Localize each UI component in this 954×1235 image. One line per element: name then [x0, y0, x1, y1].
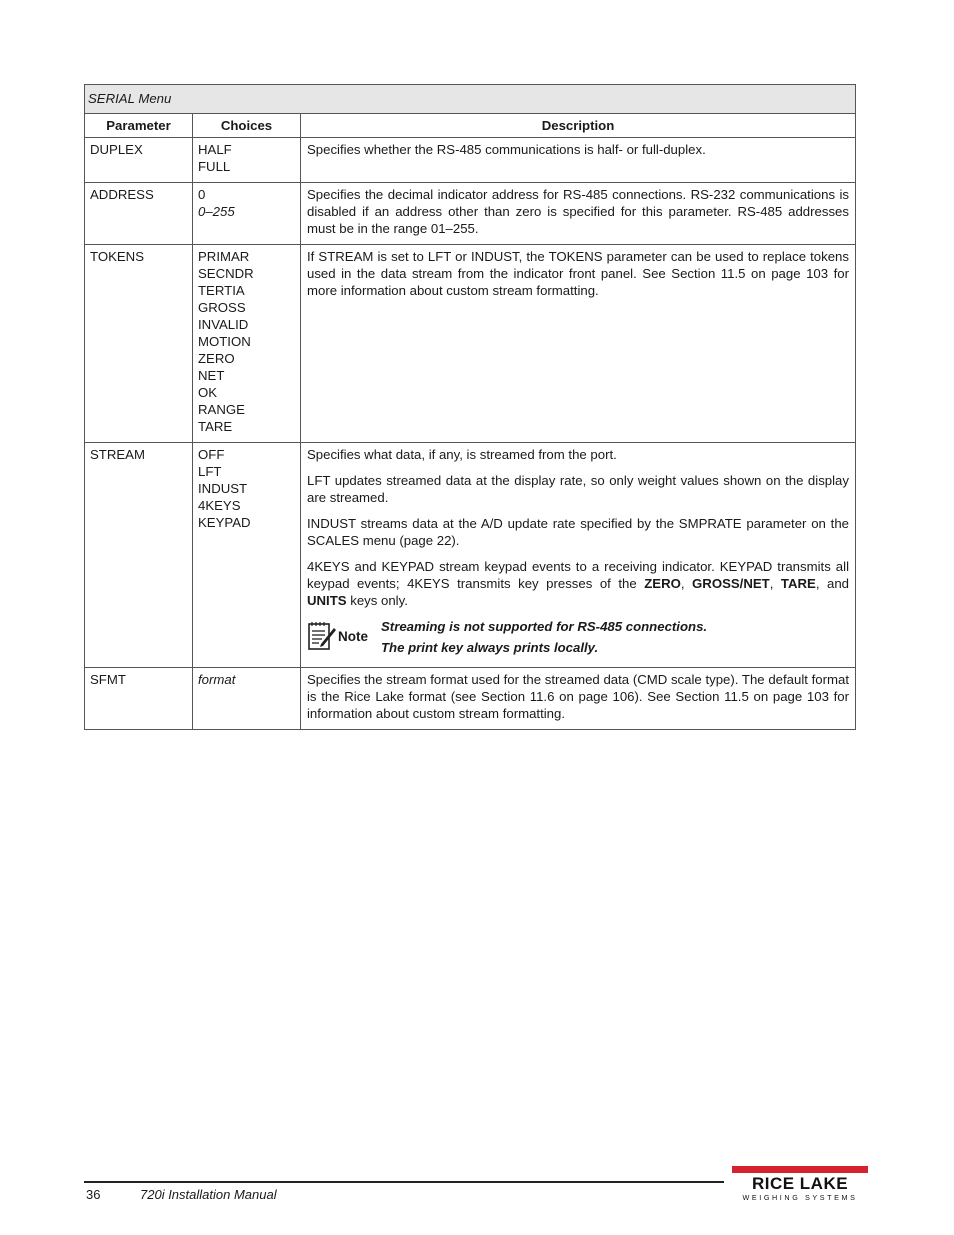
logo-red-bar: [732, 1166, 868, 1173]
description-cell: If STREAM is set to LFT or INDUST, the TOKENS parameter can be used to replace tokens used in the data stream from the indicator front panel. See Section 11.5 on page 103 for more information about custom stream formatting.: [301, 245, 856, 443]
parameter-cell: STREAM: [85, 443, 193, 668]
choice-item: TARE: [198, 419, 233, 434]
choice-item: 0–255: [198, 204, 235, 219]
p4-sep: , and: [815, 576, 850, 591]
choice-item: ZERO: [198, 351, 235, 366]
parameter-cell: TOKENS: [85, 245, 193, 443]
footer-rule: [84, 1181, 724, 1183]
choice-item: OK: [198, 385, 218, 400]
header-choices: Choices: [193, 114, 301, 138]
logo-tagline: WEIGHING SYSTEMS: [742, 1193, 858, 1202]
note-box: [307, 618, 849, 660]
note-label: Note: [338, 628, 368, 644]
p4-text-end: keys only.: [346, 593, 408, 608]
description-cell: [301, 443, 856, 668]
choice-item: 4KEYS: [198, 498, 241, 513]
rice-lake-logo: [728, 1166, 870, 1206]
row-sfmt: [85, 668, 856, 730]
notepad-pencil-icon: [307, 620, 337, 652]
p4-text-start: 4KEYS and KEYPAD stream keypad events to a receiving indicator. KEYPAD transmits all keypad events; 4KEYS transmits key presses of the: [307, 559, 849, 591]
note-line: The print key always prints locally.: [381, 640, 599, 655]
choice-item: RANGE: [198, 402, 245, 417]
choice-item: TERTIA: [198, 283, 245, 298]
choices-cell: [193, 668, 301, 730]
note-line: Streaming is not supported for RS-485 connections.: [381, 619, 708, 634]
choice-item: MOTION: [198, 334, 251, 349]
key-tare: TARE: [780, 576, 816, 591]
key-gross-net: GROSS/NET: [692, 576, 770, 591]
parameter-cell: DUPLEX: [85, 138, 193, 183]
choice-item: LFT: [198, 464, 222, 479]
choice-item: FULL: [198, 159, 231, 174]
choice-item: PRIMAR: [198, 249, 250, 264]
row-duplex: [85, 138, 856, 183]
choice-item: SECNDR: [198, 266, 254, 281]
row-stream: [85, 443, 856, 668]
table-title: SERIAL Menu: [85, 85, 856, 114]
description-cell: Specifies the decimal indicator address for RS-485 connections. RS-232 communications is disabled if an address other than zero is specified for this parameter. RS-485 addresses must be in the range 01–255.: [301, 183, 856, 245]
p4-sep: ,: [680, 576, 693, 591]
key-zero: ZERO: [644, 576, 681, 591]
page-number: 36: [86, 1187, 101, 1202]
serial-menu-table: [84, 84, 856, 730]
row-address: [85, 183, 856, 245]
choices-cell: [193, 183, 301, 245]
parameter-cell: SFMT: [85, 668, 193, 730]
choice-item: NET: [198, 368, 225, 383]
p4-sep: ,: [769, 576, 781, 591]
description-cell: Specifies whether the RS-485 communications is half- or full-duplex.: [301, 138, 856, 183]
note-text: [381, 618, 707, 660]
stream-desc-p1: Specifies what data, if any, is streamed from the port.: [307, 447, 617, 462]
choice-item: GROSS: [198, 300, 246, 315]
choice-item: 0: [198, 187, 206, 202]
key-units: UNITS: [307, 593, 347, 608]
stream-desc-p2: LFT updates streamed data at the display rate, so only weight values shown on the display are streamed.: [307, 473, 849, 505]
choice-item: INDUST: [198, 481, 248, 496]
choice-item: INVALID: [198, 317, 249, 332]
row-tokens: [85, 245, 856, 443]
header-parameter: Parameter: [85, 114, 193, 138]
choice-item: HALF: [198, 142, 232, 157]
description-cell: Specifies the stream format used for the streamed data (CMD scale type). The default format is the Rice Lake format (see Section 11.6 on page 106). See Section 11.5 on page 103 for information about custom stream formatting.: [301, 668, 856, 730]
choice-item: KEYPAD: [198, 515, 251, 530]
choices-cell: [193, 138, 301, 183]
header-description: Description: [301, 114, 856, 138]
note-icon-group: [307, 618, 381, 652]
parameter-cell: ADDRESS: [85, 183, 193, 245]
stream-desc-p4: [307, 558, 849, 609]
manual-title: 720i Installation Manual: [140, 1187, 277, 1202]
choice-item: format: [198, 672, 236, 687]
choices-cell: [193, 443, 301, 668]
header-row: [85, 114, 856, 138]
logo-wordmark: RICE LAKE: [751, 1174, 849, 1193]
choice-item: OFF: [198, 447, 225, 462]
stream-desc-p3: INDUST streams data at the A/D update rate specified by the SMPRATE parameter on the SCALES menu (page 22).: [307, 516, 849, 548]
choices-cell: [193, 245, 301, 443]
